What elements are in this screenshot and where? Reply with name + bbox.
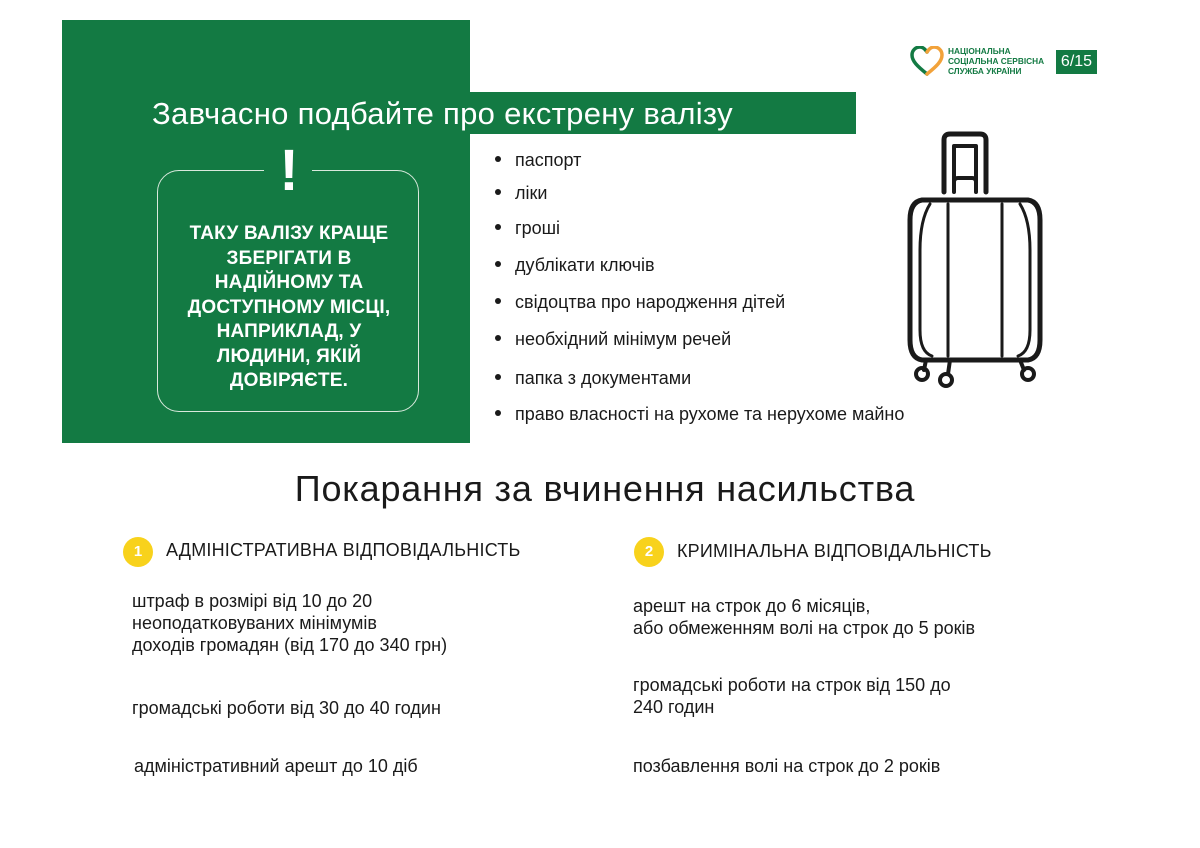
number-badge-2: 2: [634, 537, 664, 567]
list-item: [495, 329, 731, 350]
administrative-item: громадські роботи від 30 до 40 годин: [132, 698, 441, 718]
callout-text: ТАКУ ВАЛІЗУ КРАЩЕ ЗБЕРІГАТИ В НАДІЙНОМУ ТА ДОСТУПНОМУ МІСЦІ, НАПРИКЛАД, У ЛЮДИНИ, ЯКІЙ ДОВІРЯЄТЕ.: [187, 223, 391, 391]
heart-logo-icon: [910, 46, 944, 76]
list-item: [495, 368, 691, 389]
criminal-heading: КРИМІНАЛЬНА ВІДПОВІДАЛЬНІСТЬ: [677, 541, 992, 561]
bullet-dot-icon: [495, 261, 501, 267]
administrative-item: штраф в розмірі від 10 до 20 неоподатковуваних мінімумів доходів громадян (від 170 до 340 грн): [132, 591, 448, 655]
bullet-dot-icon: [495, 189, 501, 195]
exclamation-icon: !: [279, 138, 299, 203]
bullet-dot-icon: [495, 374, 501, 380]
bullet-dot-icon: [495, 224, 501, 230]
criminal-item: громадські роботи на строк від 150 до 240 годин: [633, 675, 951, 717]
number-badge-1: 1: [123, 537, 153, 567]
list-item-label: папка з документами: [515, 368, 692, 388]
page-title: Завчасно подбайте про екстрену валізу: [152, 96, 733, 131]
list-item: [495, 292, 785, 313]
list-item: [495, 150, 581, 171]
bullet-dot-icon: [495, 335, 501, 341]
list-item-label: свідоцтва про народження дітей: [515, 292, 786, 312]
list-item-label: ліки: [515, 183, 548, 203]
org-name: НАЦІОНАЛЬНА СОЦІАЛЬНА СЕРВІСНА СЛУЖБА УКРАЇНИ: [948, 46, 1045, 76]
title-band: [140, 92, 856, 134]
list-item-label: паспорт: [515, 150, 582, 170]
page-indicator: 6/15: [1056, 50, 1097, 74]
list-item: [495, 404, 904, 425]
list-item-label: право власності на рухоме та нерухоме майно: [515, 404, 905, 424]
penalties-title: Покарання за вчинення насильства: [294, 468, 916, 509]
administrative-heading: АДМІНІСТРАТИВНА ВІДПОВІДАЛЬНІСТЬ: [166, 540, 521, 560]
bullet-dot-icon: [495, 156, 501, 162]
list-item: [495, 218, 560, 239]
list-item-label: гроші: [515, 218, 561, 238]
administrative-item: адміністративний арешт до 10 діб: [134, 756, 418, 776]
list-item: [495, 183, 547, 204]
list-item-label: дублікати ключів: [515, 255, 655, 275]
org-logo: [910, 46, 1100, 78]
bullet-dot-icon: [495, 410, 501, 416]
criminal-item: арешт на строк до 6 місяців, або обмеженням волі на строк до 5 років: [633, 596, 976, 638]
list-item-label: необхідний мінімум речей: [515, 329, 732, 349]
suitcase-illustration: [900, 130, 1060, 392]
list-item: [495, 255, 655, 276]
bullet-dot-icon: [495, 298, 501, 304]
criminal-item: позбавлення волі на строк до 2 років: [633, 756, 941, 776]
